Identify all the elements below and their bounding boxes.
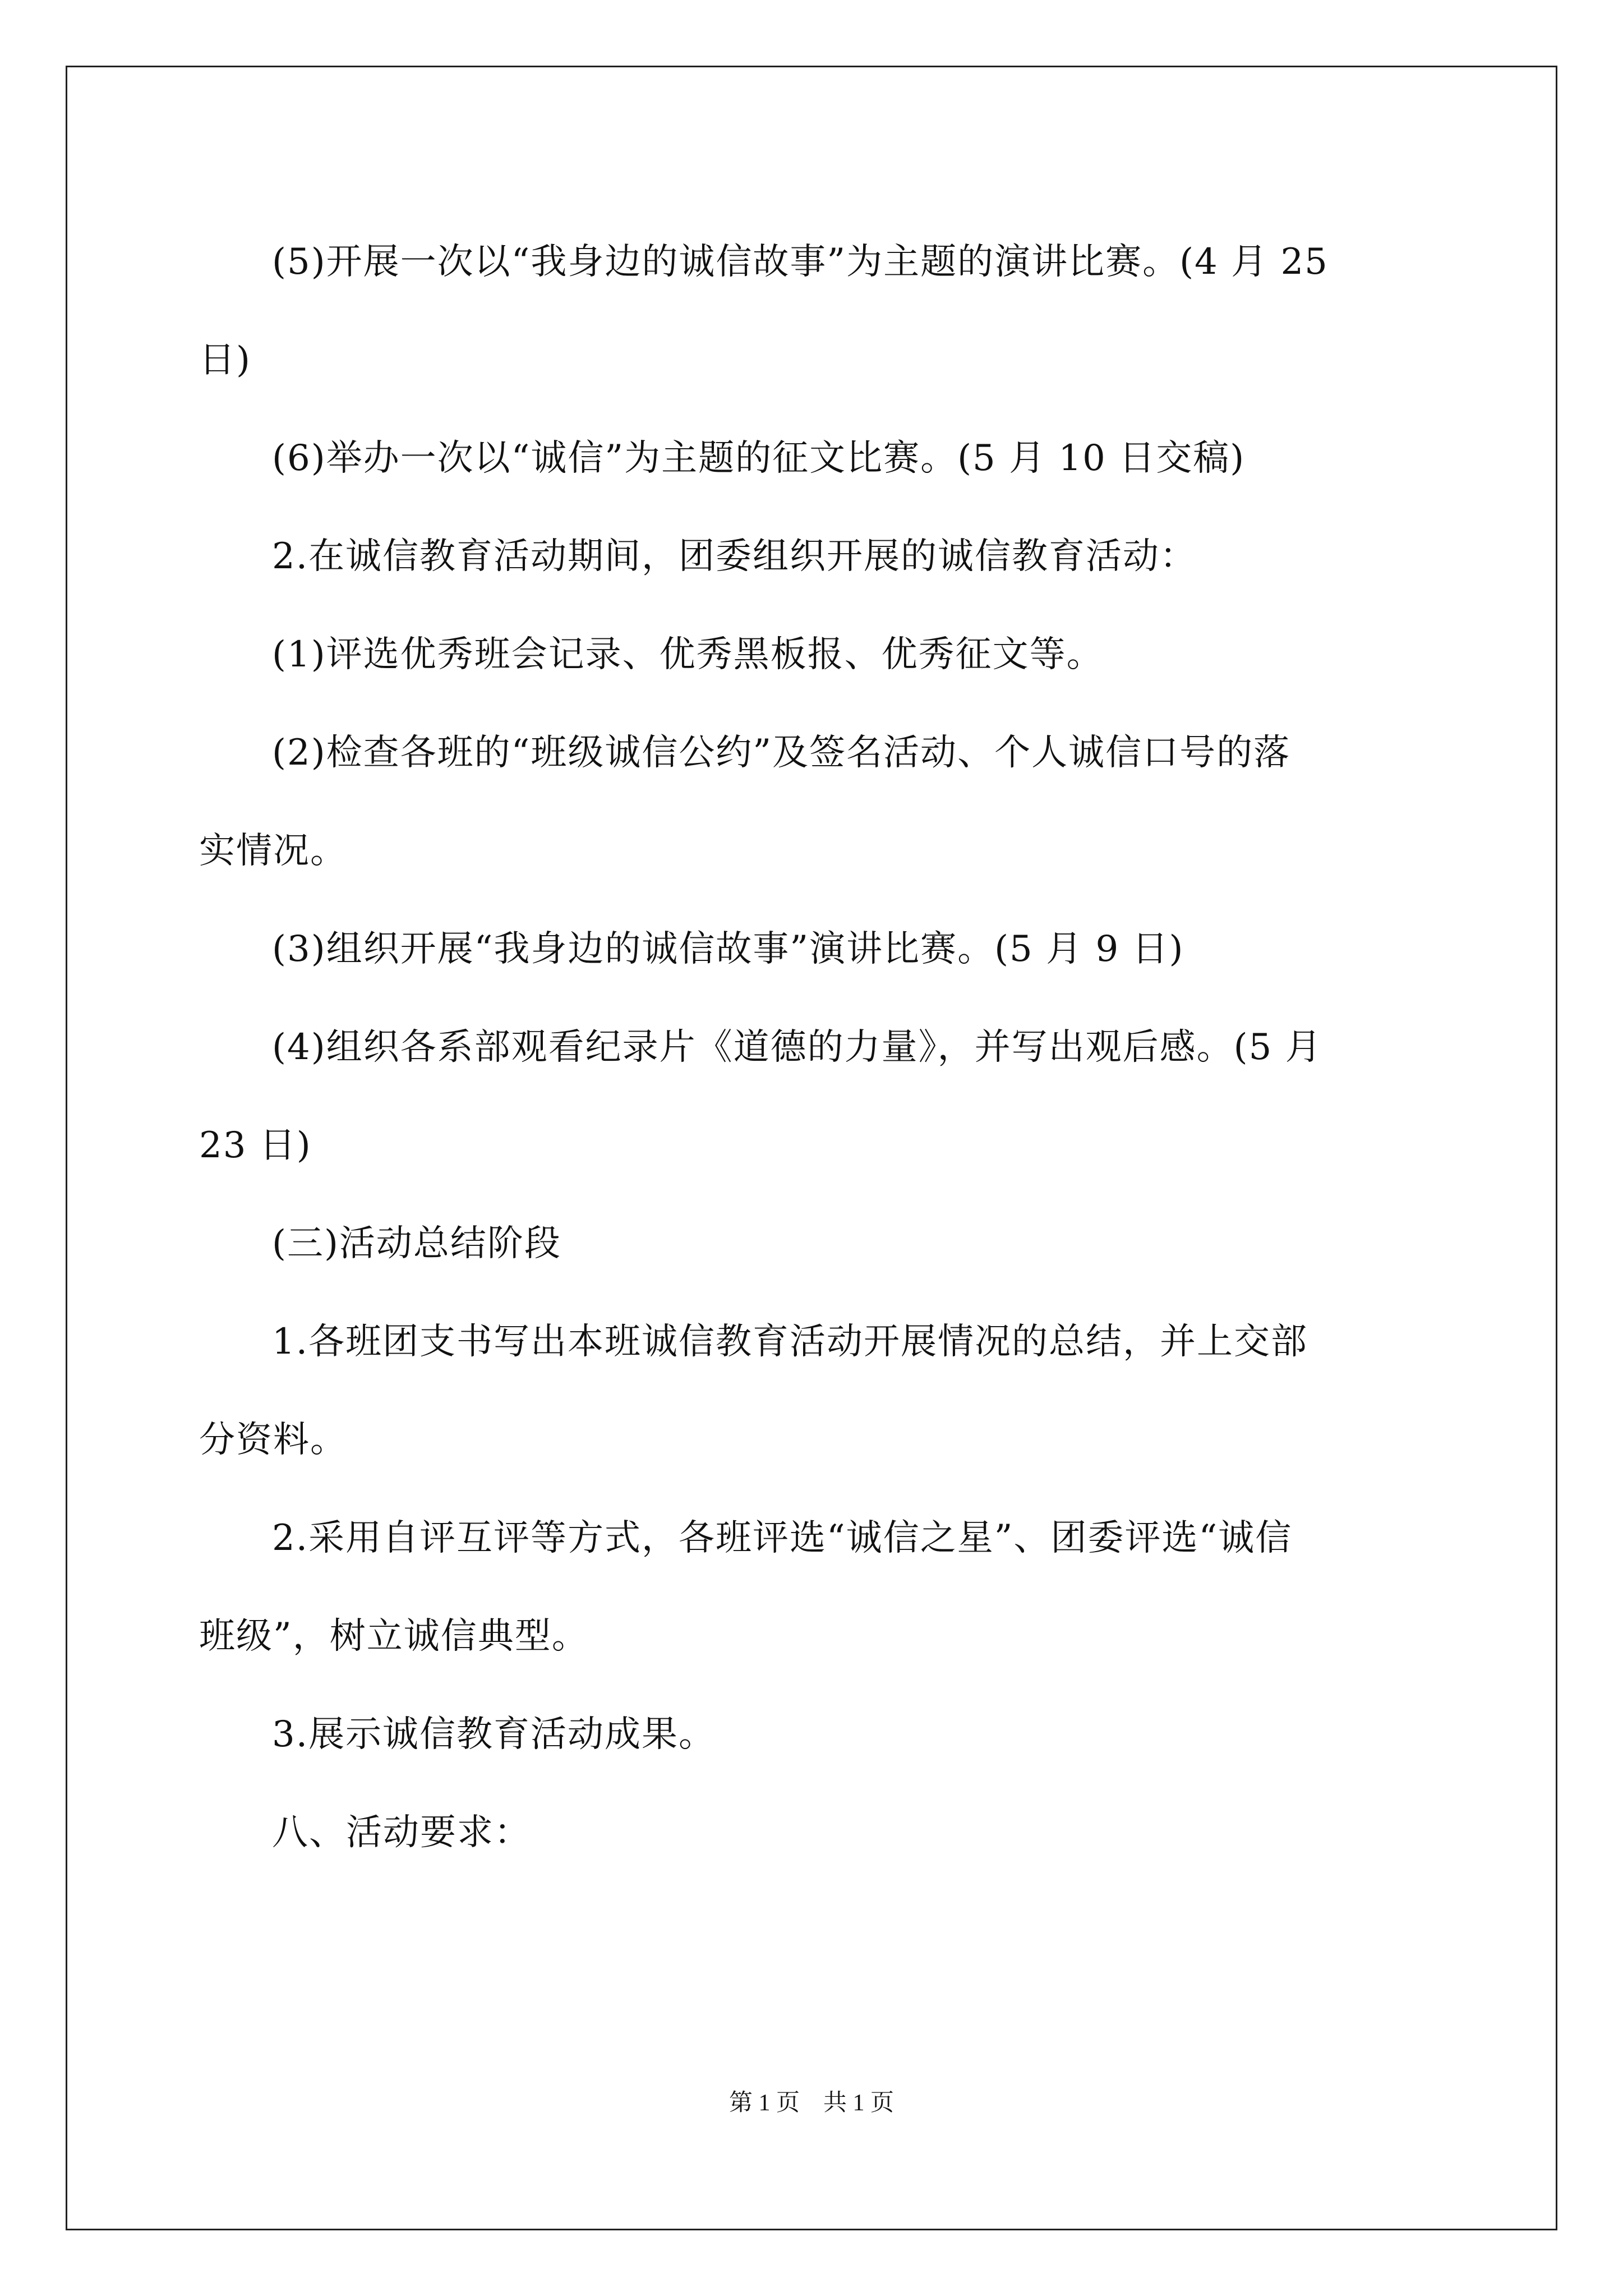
section-heading: 八、活动要求： [272, 1812, 531, 1853]
page-number: 第 1 页 共 1 页 [728, 2090, 894, 2116]
paragraph-line: 日) [199, 339, 251, 381]
paragraph-line: 班级”，树立诚信典型。 [199, 1616, 589, 1657]
paragraph-line: (4)组织各系部观看纪录片《道德的力量》，并写出观后感。(5 月 [272, 1027, 1322, 1068]
paragraph-line: 23 日) [199, 1125, 312, 1166]
paragraph-line: 2.在诚信教育活动期间，团委组织开展的诚信教育活动： [272, 536, 1197, 577]
paragraph-line: 1.各班团支书写出本班诚信教育活动开展情况的总结，并上交部 [272, 1321, 1308, 1363]
paragraph-line: 2.采用自评互评等方式，各班评选“诚信之星”、团委评选“诚信 [272, 1517, 1293, 1559]
paragraph-line: (3)组织开展“我身边的诚信故事”演讲比赛。(5 月 9 日) [272, 928, 1184, 970]
paragraph-line: (1)评选优秀班会记录、优秀黑板报、优秀征文等。 [272, 634, 1104, 675]
paragraph-line: 分资料。 [199, 1419, 347, 1461]
section-heading: (三)活动总结阶段 [272, 1223, 561, 1264]
paragraph-line: (2)检查各班的“班级诚信公约”及签名活动、个人诚信口号的落 [272, 732, 1291, 774]
document-body [199, 213, 1433, 1882]
paragraph-line: (6)举办一次以“诚信”为主题的征文比赛。(5 月 10 日交稿) [272, 438, 1246, 479]
paragraph-line: 实情况。 [199, 830, 347, 872]
paragraph-line: (5)开展一次以“我身边的诚信故事”为主题的演讲比赛。(4 月 25 [272, 241, 1329, 283]
paragraph-line: 3.展示诚信教育活动成果。 [272, 1714, 716, 1755]
